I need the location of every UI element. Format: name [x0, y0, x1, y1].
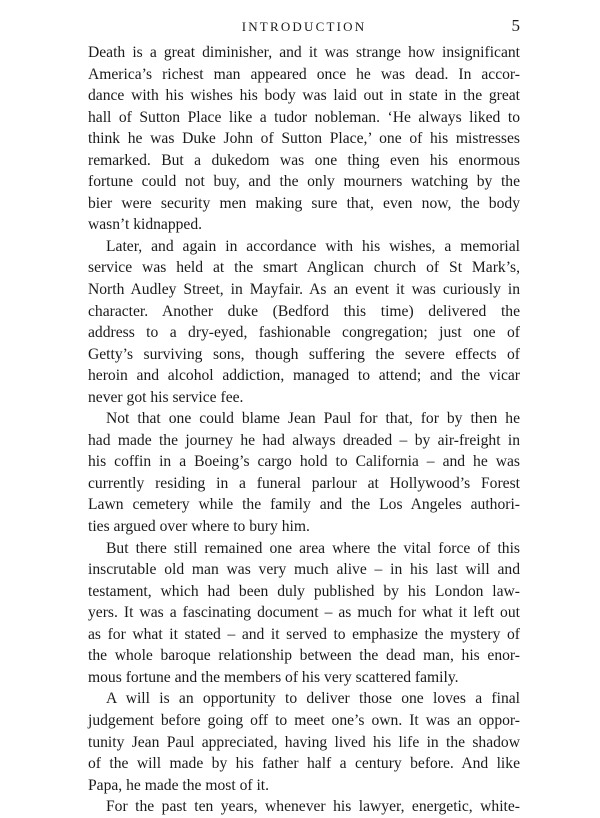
text-line: hall of Sutton Place like a tudor nobleman. ‘He always liked to	[88, 108, 520, 126]
text-line: Later, and again in accordance with his wishes, a memorial	[106, 237, 520, 255]
text-line: currently residing in a funeral parlour at Hollywood’s Forest	[88, 474, 520, 492]
text-line: America’s richest man appeared once he was dead. In accor-	[88, 65, 520, 83]
paragraph	[88, 42, 520, 236]
text-line: dance with his wishes his body was laid out in state in the great	[88, 87, 520, 105]
text-line: A will is an opportunity to deliver those one loves a final	[106, 690, 520, 708]
text-line: tunity Jean Paul appreciated, having lived his life in the shadow	[88, 733, 520, 751]
text-line: But there still remained one area where the vital force of this	[106, 539, 520, 557]
text-line: North Audley Street, in Mayfair. As an event it was curiously in	[88, 281, 520, 299]
text-line: Getty’s surviving sons, though suffering the severe effects of	[88, 345, 520, 363]
running-head	[88, 16, 520, 38]
text-line: Death is a great diminisher, and it was strange how insignificant	[88, 44, 520, 61]
text-line: Papa, he made the most of it.	[88, 776, 270, 794]
text-line: testament, which had been duly published by his London law-	[88, 582, 520, 600]
text-line: his coffin in a Boeing’s cargo hold to California – and he was	[88, 453, 520, 471]
text-line: heroin and alcohol addiction, managed to attend; and the vicar	[88, 367, 520, 385]
text-line: ties argued over where to bury him.	[88, 518, 310, 536]
text-line: yers. It was a fascinating document – as much for what it left out	[88, 604, 520, 622]
body-text	[88, 42, 520, 818]
text-line: service was held at the smart Anglican church of St Mark’s,	[88, 259, 520, 277]
paragraph	[88, 236, 520, 408]
text-line: had made the journey he had always dreaded – by air-freight in	[88, 431, 520, 449]
paragraph	[88, 408, 520, 537]
text-line: of the will made by his father half a century before. And like	[88, 755, 520, 773]
text-line: remarked. But a dukedom was one thing even his enormous	[88, 151, 520, 169]
text-line: address to a dry-eyed, fashionable congregation; just one of	[88, 324, 520, 342]
text-line: the whole baroque relationship between the dead man, his enor-	[88, 647, 520, 665]
text-line: wasn’t kidnapped.	[88, 216, 203, 234]
text-line: bier were security men making sure that, even now, the body	[88, 194, 520, 212]
text-line: think he was Duke John of Sutton Place,’ one of his mistresses	[88, 130, 520, 148]
paragraph	[88, 538, 520, 689]
text-line: mous fortune and the members of his very scattered family.	[88, 668, 459, 686]
text-line: as for what it stated – and it served to emphasize the mystery of	[88, 625, 520, 643]
paragraph	[88, 796, 520, 818]
text-line: character. Another duke (Bedford this time) delivered the	[88, 302, 520, 320]
paragraph	[88, 688, 520, 796]
chapter-title: INTRODUCTION	[241, 19, 367, 34]
page-number: 5	[511, 16, 520, 35]
text-line: never got his service fee.	[88, 388, 244, 406]
text-line: fortune could not buy, and the only mourners watching by the	[88, 173, 520, 191]
text-line: judgement before going off to meet one’s own. It was an oppor-	[88, 711, 520, 729]
text-line: inscrutable old man was very much alive – in his last will and	[88, 561, 520, 579]
text-line: Lawn cemetery while the family and the Los Angeles authori-	[88, 496, 520, 514]
text-line: Not that one could blame Jean Paul for that, for by then he	[106, 410, 520, 428]
text-line: For the past ten years, whenever his lawyer, energetic, white-	[106, 798, 520, 816]
